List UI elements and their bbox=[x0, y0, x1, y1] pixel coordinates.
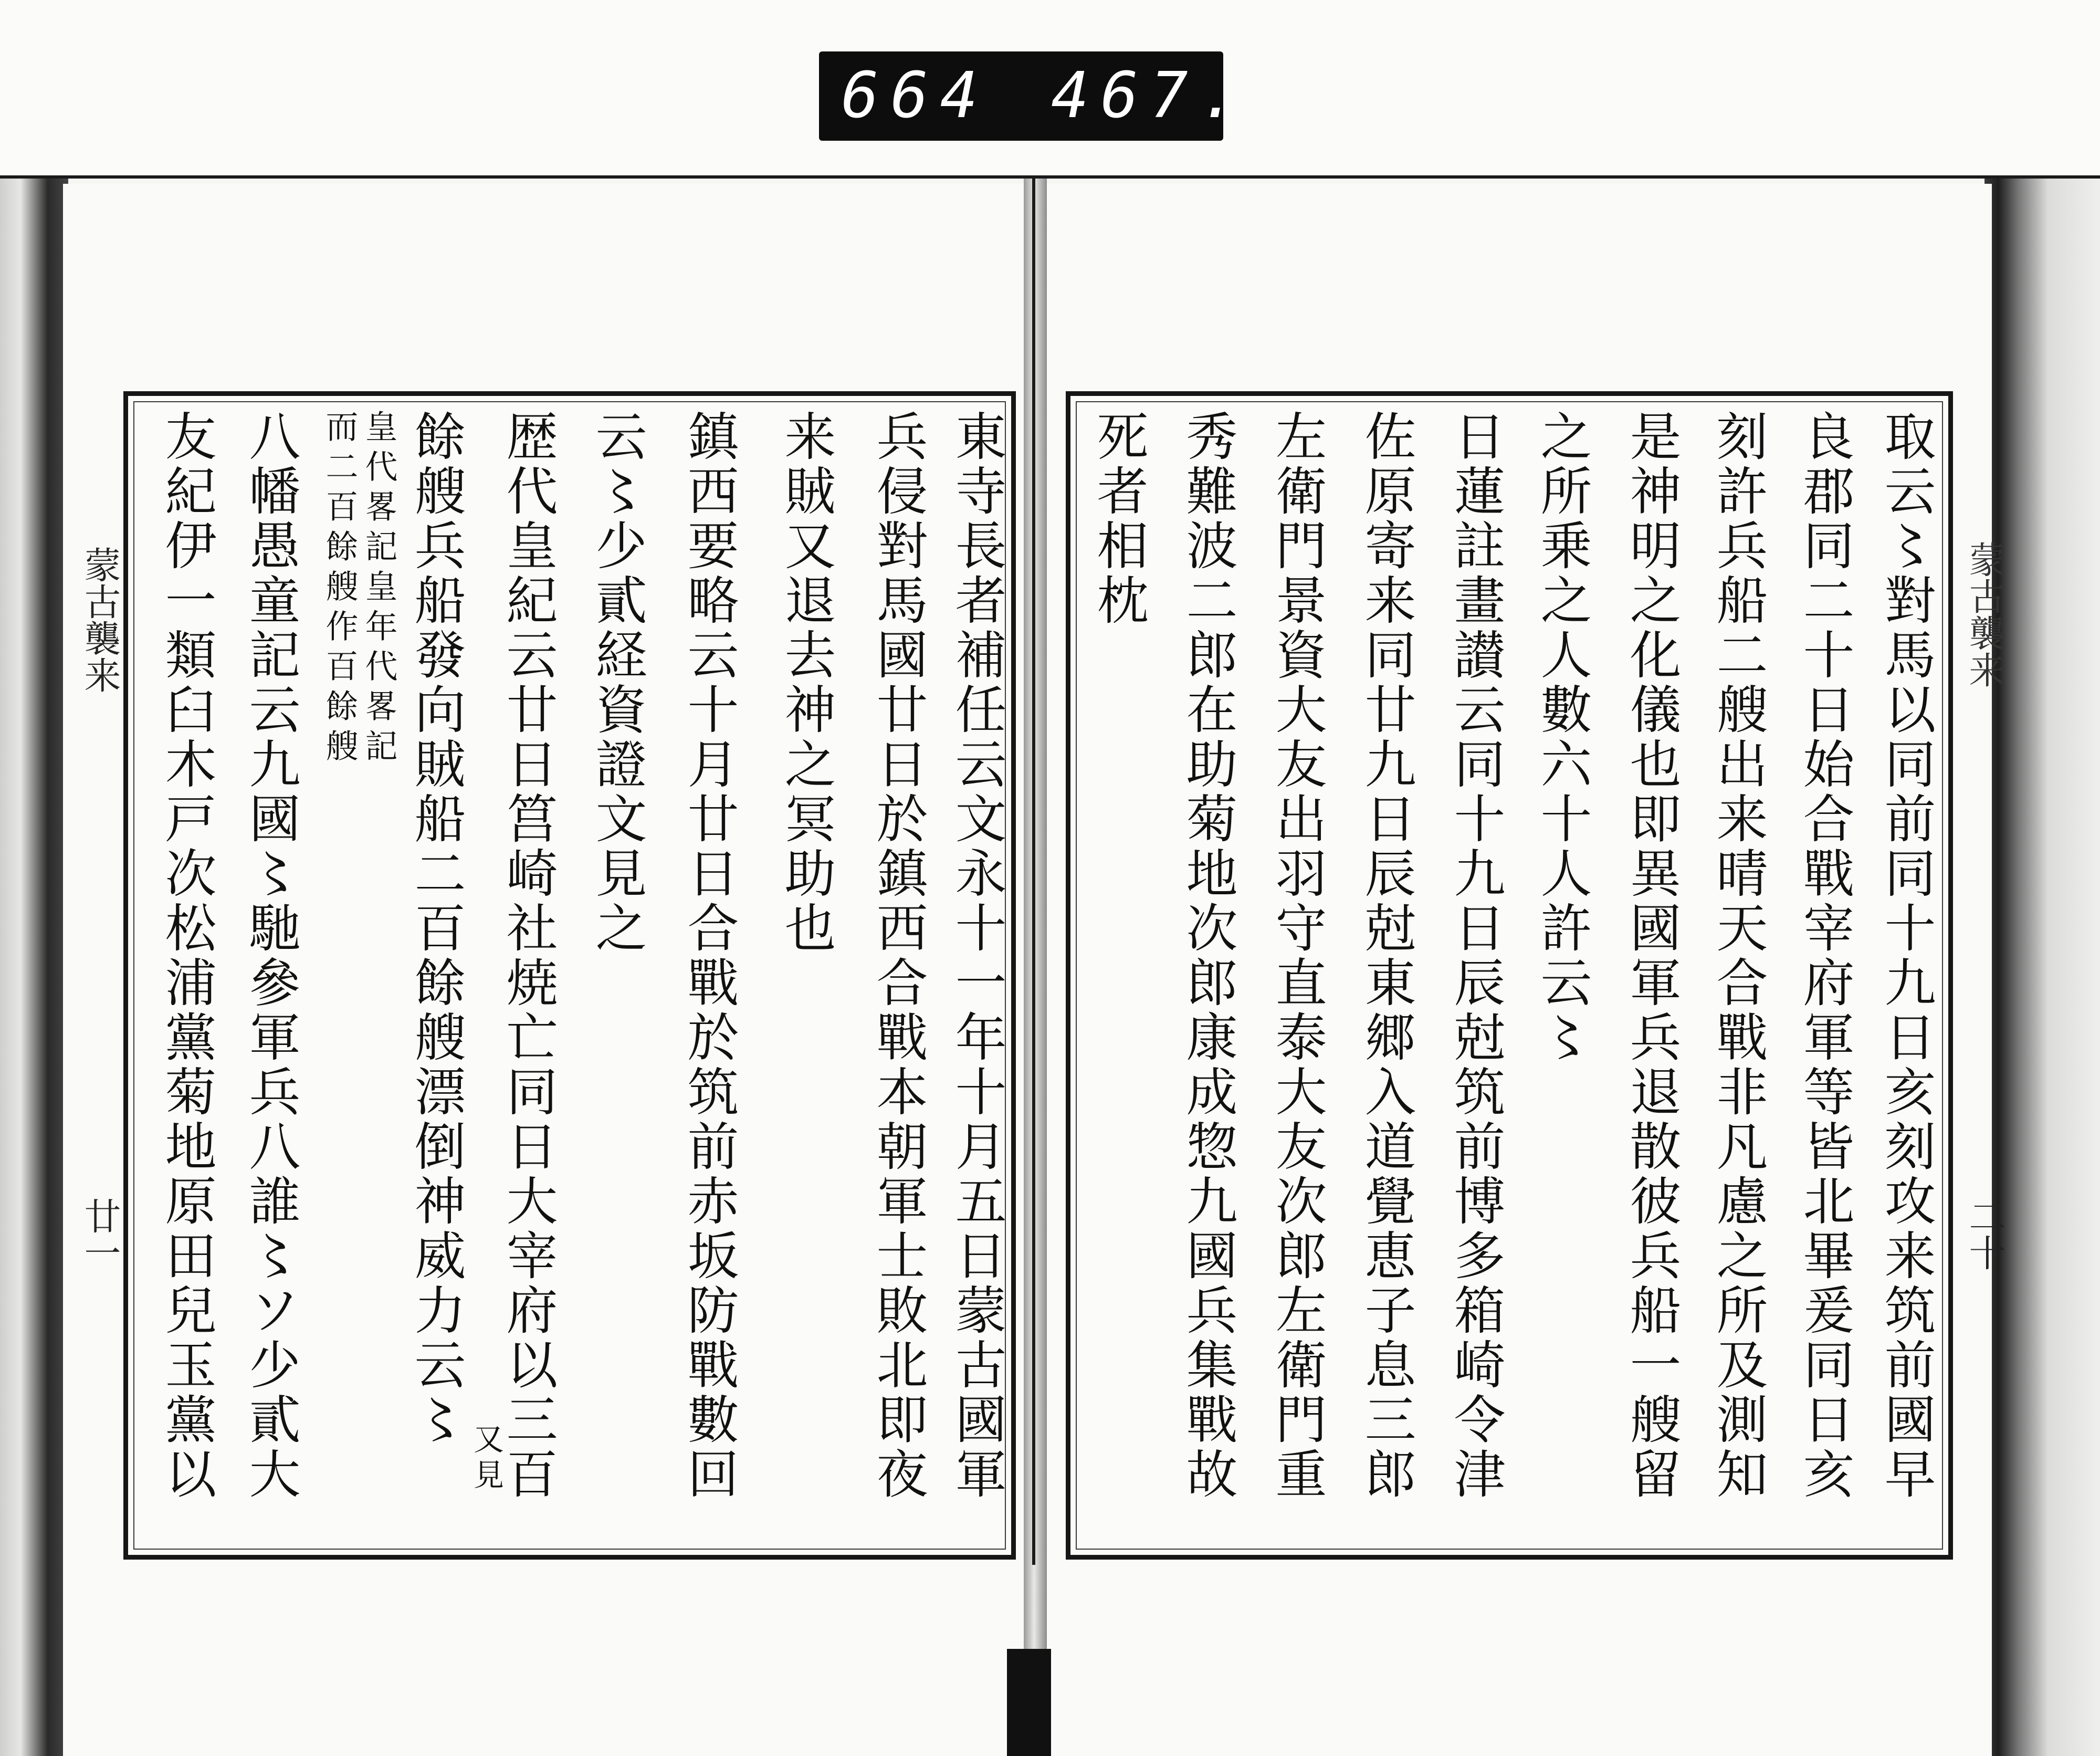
right-text-column: 死者相枕 bbox=[1088, 410, 1148, 628]
right-folio-number: 二十 bbox=[1963, 1197, 2006, 1271]
left-text-column: 歴代皇紀云廿日筥崎社焼亡同日大宰府以三百 bbox=[498, 410, 558, 1502]
left-note-line: 而二百餘艘作百餘艘 bbox=[320, 410, 359, 769]
right-text-column: 之所乗之人數六十人許云〻 bbox=[1532, 410, 1592, 1065]
left-folio-number: 廿一 bbox=[78, 1197, 121, 1271]
left-margin-title: 蒙古襲来 bbox=[78, 546, 121, 693]
right-margin-title: 蒙古襲来 bbox=[1963, 541, 2006, 688]
book-gutter bbox=[1024, 179, 1047, 1756]
right-text-column: 良郡同二十日始合戰宰府軍等皆北畢爰同日亥 bbox=[1794, 410, 1854, 1502]
call-number-label bbox=[819, 51, 1249, 141]
left-text-column: 餘艘兵船發向賊船二百餘艘漂倒神威力云〻 bbox=[406, 410, 466, 1447]
left-foot-note: 又見 bbox=[468, 1423, 504, 1494]
right-page-edge bbox=[1984, 179, 2100, 1756]
left-note-line: 皇代畧記皇年代畧記 bbox=[360, 410, 398, 769]
left-text-column: 鎮西要略云十月廿日合戰於筑前赤坂防戰數回 bbox=[679, 410, 739, 1502]
left-text-column: 友紀伊一類臼木戸次松浦黨菊地原田兒玉黨以 bbox=[156, 410, 216, 1502]
right-text-column: 取云〻對馬以同前同十九日亥刻攻来筑前國早 bbox=[1876, 410, 1936, 1502]
right-text-column: 佐原寄来同廿九日辰尅東郷入道覺恵子息三郎 bbox=[1356, 410, 1416, 1502]
call-number-first: 664 bbox=[841, 59, 990, 132]
gutter-rule bbox=[1032, 179, 1035, 1565]
call-number-second: 467. bbox=[1051, 59, 1249, 132]
left-text-column: 来賊又退去神之冥助也 bbox=[776, 410, 836, 956]
gutter-shadow bbox=[1007, 1649, 1051, 1756]
left-text-column: 東寺長者補任云文永十一年十月五日蒙古國軍 bbox=[947, 410, 1006, 1502]
left-text-column: 八幡愚童記云九國〻馳參軍兵八誰〻ソ少貳大 bbox=[240, 410, 300, 1502]
right-text-column: 秀難波二郎在助菊地次郎康成惣九國兵集戰故 bbox=[1178, 410, 1237, 1502]
right-text-column: 刻許兵船二艘出来晴天合戰非凡慮之所及測知 bbox=[1708, 410, 1768, 1502]
left-text-column: 云〻少貳経資證文見之 bbox=[587, 410, 647, 956]
right-text-column: 是神明之化儀也即異國軍兵退散彼兵船一艘留 bbox=[1621, 410, 1681, 1502]
right-text-column: 左衛門景資大友出羽守直泰大友次郎左衛門重 bbox=[1267, 410, 1327, 1502]
left-text-column: 兵侵對馬國廿日於鎮西合戰本朝軍士敗北即夜 bbox=[868, 410, 928, 1502]
right-text-column: 日蓮註畫讃云同十九日辰尅筑前博多箱崎令津 bbox=[1445, 410, 1505, 1502]
top-margin bbox=[0, 0, 2100, 179]
left-page-edge bbox=[0, 179, 68, 1756]
